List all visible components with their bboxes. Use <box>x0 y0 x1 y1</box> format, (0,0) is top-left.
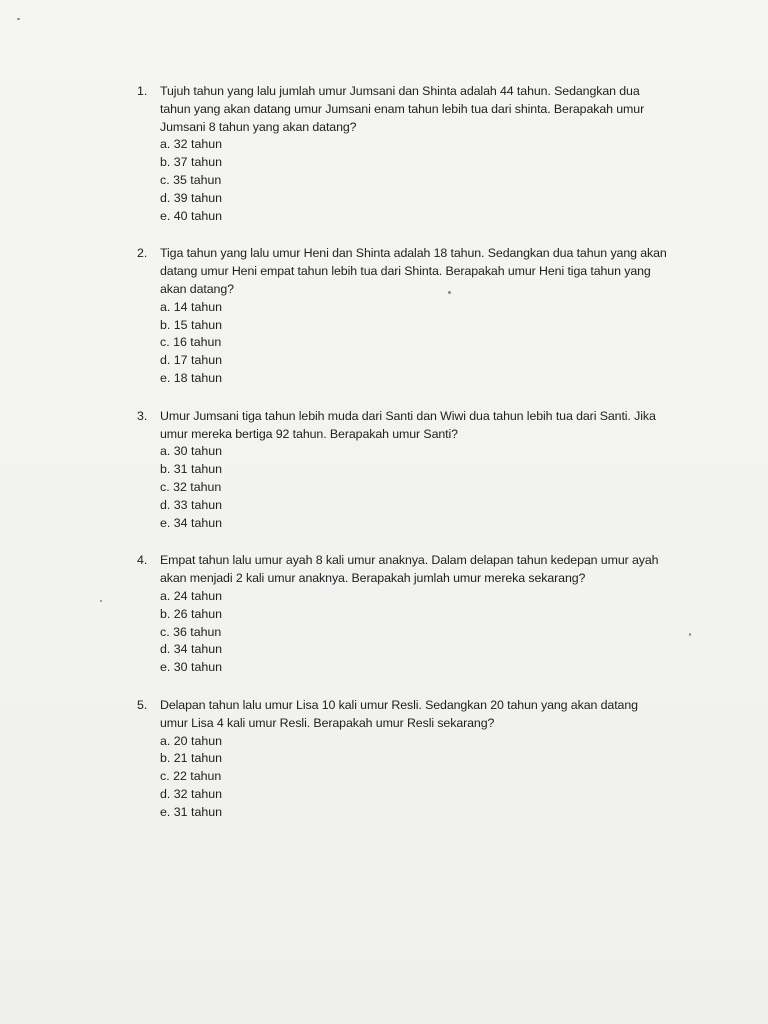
question-number: 5. <box>137 697 148 712</box>
option-c: c. 32 tahun <box>160 479 222 494</box>
option-b: b. 21 tahun <box>160 751 223 766</box>
question-item <box>137 245 667 387</box>
option-b: b. 26 tahun <box>160 606 223 621</box>
option-e: e. 34 tahun <box>160 515 223 530</box>
option-a: a. 30 tahun <box>160 444 223 459</box>
question-number: 2. <box>137 246 148 261</box>
option-b: b. 37 tahun <box>160 155 223 170</box>
option-e: e. 18 tahun <box>160 370 223 385</box>
option-c: c. 35 tahun <box>160 172 222 187</box>
question-number: 3. <box>137 408 148 423</box>
question-item <box>137 83 667 225</box>
question-item <box>137 697 667 822</box>
option-a: a. 24 tahun <box>160 588 223 603</box>
option-c: c. 16 tahun <box>160 335 222 350</box>
option-list <box>160 299 667 388</box>
option-d: d. 33 tahun <box>160 497 223 512</box>
option-b: b. 31 tahun <box>160 462 223 477</box>
option-e: e. 40 tahun <box>160 208 223 223</box>
option-a: a. 32 tahun <box>160 137 223 152</box>
option-e: e. 31 tahun <box>160 804 223 819</box>
question-list <box>137 83 667 841</box>
question-item <box>137 552 667 677</box>
option-d: d. 39 tahun <box>160 190 223 205</box>
question-item <box>137 408 667 533</box>
option-d: d. 34 tahun <box>160 642 223 657</box>
option-list <box>160 733 667 822</box>
scan-speck <box>17 18 20 20</box>
scan-speck <box>689 633 691 636</box>
scan-speck <box>100 600 102 602</box>
option-b: b. 15 tahun <box>160 317 223 332</box>
question-text: Umur Jumsani tiga tahun lebih muda dari Santi dan Wiwi dua tahun lebih tua dari Santi. Jika umur mereka bertiga 92 tahun. Berapakah umur Santi? <box>160 408 656 441</box>
option-c: c. 36 tahun <box>160 624 222 639</box>
option-d: d. 17 tahun <box>160 353 223 368</box>
option-a: a. 20 tahun <box>160 733 223 748</box>
question-text: Empat tahun lalu umur ayah 8 kali umur anaknya. Dalam delapan tahun kedepan umur ayah akan menjadi 2 kali umur anaknya. Berapakah jumlah umur mereka sekarang? <box>160 553 659 586</box>
question-text: Tujuh tahun yang lalu jumlah umur Jumsani dan Shinta adalah 44 tahun. Sedangkan dua tahun yang akan datang umur Jumsani enam tahun lebih tua dari shinta. Berapakah umur Jumsani 8 tahun yang akan datang? <box>160 84 645 134</box>
question-text: Delapan tahun lalu umur Lisa 10 kali umur Resli. Sedangkan 20 tahun yang akan datang umur Lisa 4 kali umur Resli. Berapakah umur Resli sekarang? <box>160 697 638 730</box>
question-number: 1. <box>137 84 148 98</box>
option-e: e. 30 tahun <box>160 660 223 675</box>
option-c: c. 22 tahun <box>160 769 222 784</box>
option-list <box>160 443 667 532</box>
question-text: Tiga tahun yang lalu umur Heni dan Shinta adalah 18 tahun. Sedangkan dua tahun yang akan datang umur Heni empat tahun lebih tua dari Shinta. Berapakah umur Heni tiga tahun yang akan datang? <box>160 246 667 296</box>
option-list <box>160 588 667 677</box>
question-number: 4. <box>137 553 148 568</box>
option-d: d. 32 tahun <box>160 786 223 801</box>
option-a: a. 14 tahun <box>160 299 223 314</box>
option-list <box>160 136 667 225</box>
